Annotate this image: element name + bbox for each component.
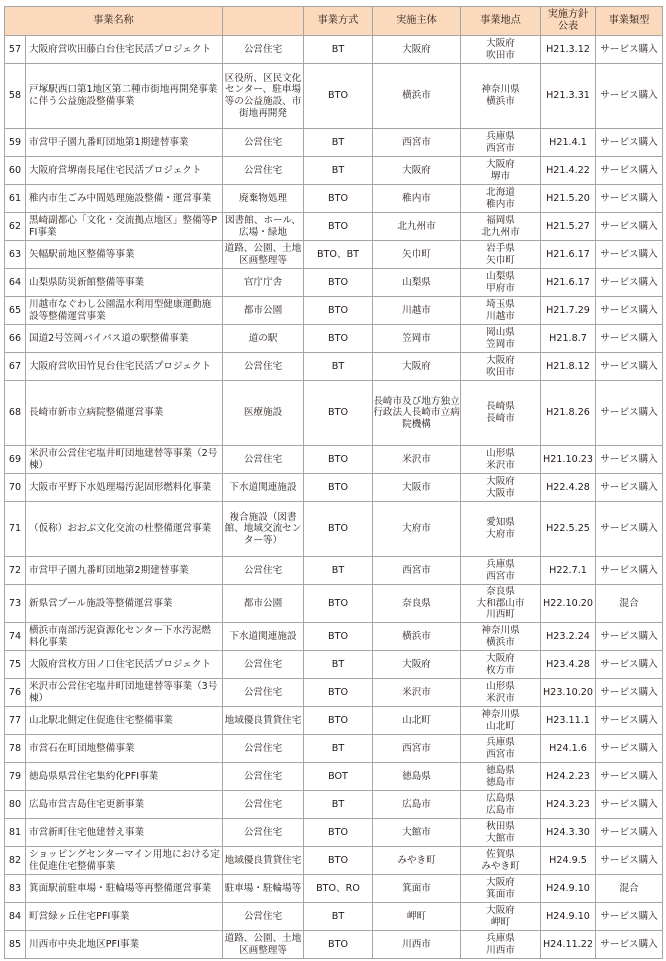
entity-cell: 岬町 bbox=[373, 903, 461, 931]
location-cell: 兵庫県 川西市 bbox=[461, 931, 541, 959]
entity-cell: 山梨県 bbox=[373, 269, 461, 297]
table-row bbox=[5, 36, 663, 64]
project-type-cell: サービス購入 bbox=[596, 474, 663, 502]
location-cell: 埼玉県 川越市 bbox=[461, 297, 541, 325]
table-row bbox=[5, 241, 663, 269]
location-cell: 大阪府 枚方市 bbox=[461, 651, 541, 679]
project-name-cell: 大阪市平野下水処理場汚泥固形燃料化事業 bbox=[26, 474, 223, 502]
entity-cell: 大阪市 bbox=[373, 474, 461, 502]
entity-cell: 大府市 bbox=[373, 502, 461, 557]
facility-type-cell: 公営住宅 bbox=[223, 129, 304, 157]
location-cell: 岡山県 笠岡市 bbox=[461, 325, 541, 353]
project-name-cell: 市営甲子園九番町団地第1期建替事業 bbox=[26, 129, 223, 157]
entity-cell: 米沢市 bbox=[373, 679, 461, 707]
facility-type-cell: 廃棄物処理 bbox=[223, 185, 304, 213]
project-number-cell: 84 bbox=[5, 903, 26, 931]
facility-type-cell: 下水道関連施設 bbox=[223, 623, 304, 651]
project-number-cell: 64 bbox=[5, 269, 26, 297]
facility-type-cell: 都市公園 bbox=[223, 297, 304, 325]
location-cell: 兵庫県 西宮市 bbox=[461, 557, 541, 585]
entity-cell: 笠岡市 bbox=[373, 325, 461, 353]
facility-type-cell: 公営住宅 bbox=[223, 557, 304, 585]
project-number-cell: 73 bbox=[5, 585, 26, 623]
project-number-cell: 57 bbox=[5, 36, 26, 64]
policy-date-cell: H24.1.6 bbox=[541, 735, 596, 763]
facility-type-cell: 駐車場・駐輪場等 bbox=[223, 875, 304, 903]
project-number-cell: 70 bbox=[5, 474, 26, 502]
project-name-cell: 市営新町住宅他建替え事業 bbox=[26, 819, 223, 847]
table-row bbox=[5, 381, 663, 446]
policy-date-cell: H21.3.12 bbox=[541, 36, 596, 64]
method-cell: BT bbox=[304, 557, 373, 585]
location-cell: 大阪府 吹田市 bbox=[461, 36, 541, 64]
project-name-cell: 新県営プール施設等整備運営事業 bbox=[26, 585, 223, 623]
policy-date-cell: H21.6.17 bbox=[541, 241, 596, 269]
method-cell: BTO bbox=[304, 64, 373, 129]
project-name-cell: 箕面駅前駐車場・駐輪場等再整備運営事業 bbox=[26, 875, 223, 903]
project-type-cell: サービス購入 bbox=[596, 679, 663, 707]
facility-type-cell: 公営住宅 bbox=[223, 36, 304, 64]
project-number-cell: 67 bbox=[5, 353, 26, 381]
project-number-cell: 62 bbox=[5, 213, 26, 241]
policy-date-cell: H22.5.25 bbox=[541, 502, 596, 557]
project-type-cell: サービス購入 bbox=[596, 213, 663, 241]
method-cell: BTO bbox=[304, 325, 373, 353]
project-name-cell: 黒崎副都心「文化・交流拠点地区」整備等PFI事業 bbox=[26, 213, 223, 241]
facility-type-cell: 下水道関連施設 bbox=[223, 474, 304, 502]
policy-date-cell: H22.10.20 bbox=[541, 585, 596, 623]
project-number-cell: 80 bbox=[5, 791, 26, 819]
policy-date-cell: H23.4.28 bbox=[541, 651, 596, 679]
project-name-cell: 戸塚駅西口第1地区第二種市街地再開発事業に伴う公益施設整備事業 bbox=[26, 64, 223, 129]
location-cell: 兵庫県 西宮市 bbox=[461, 129, 541, 157]
project-name-cell: 川西市中央北地区PFI事業 bbox=[26, 931, 223, 959]
project-number-cell: 74 bbox=[5, 623, 26, 651]
method-cell: BTO bbox=[304, 213, 373, 241]
policy-date-cell: H24.3.23 bbox=[541, 791, 596, 819]
project-type-cell: サービス購入 bbox=[596, 446, 663, 474]
method-cell: BTO bbox=[304, 585, 373, 623]
project-name-cell: 国道2号笠岡バイパス道の駅整備事業 bbox=[26, 325, 223, 353]
table-row bbox=[5, 735, 663, 763]
project-type-cell: サービス購入 bbox=[596, 847, 663, 875]
policy-date-cell: H21.7.29 bbox=[541, 297, 596, 325]
facility-type-cell: 区役所、区民文化センター、駐車場等の公益施設、市街地再開発 bbox=[223, 64, 304, 129]
facility-type-cell: 道の駅 bbox=[223, 325, 304, 353]
project-type-cell: サービス購入 bbox=[596, 241, 663, 269]
table-row bbox=[5, 557, 663, 585]
entity-cell: 山北町 bbox=[373, 707, 461, 735]
entity-cell: 矢巾町 bbox=[373, 241, 461, 269]
policy-date-cell: H21.8.26 bbox=[541, 381, 596, 446]
entity-cell: 横浜市 bbox=[373, 64, 461, 129]
project-name-cell: 大阪府営堺南長尾住宅民活プロジェクト bbox=[26, 157, 223, 185]
project-type-cell: サービス購入 bbox=[596, 819, 663, 847]
project-number-cell: 72 bbox=[5, 557, 26, 585]
location-cell: 大阪府 岬町 bbox=[461, 903, 541, 931]
project-name-cell: 米沢市公営住宅塩井町団地建替等事業（3号棟） bbox=[26, 679, 223, 707]
facility-type-cell: 図書館、ホール、広場・緑地 bbox=[223, 213, 304, 241]
policy-date-cell: H24.9.10 bbox=[541, 875, 596, 903]
location-cell: 山形県 米沢市 bbox=[461, 679, 541, 707]
table-row bbox=[5, 64, 663, 129]
facility-type-cell: 都市公園 bbox=[223, 585, 304, 623]
method-cell: BOT bbox=[304, 763, 373, 791]
policy-date-cell: H21.5.27 bbox=[541, 213, 596, 241]
entity-cell: 大館市 bbox=[373, 819, 461, 847]
facility-type-cell: 公営住宅 bbox=[223, 679, 304, 707]
table-row bbox=[5, 875, 663, 903]
entity-cell: 大阪府 bbox=[373, 651, 461, 679]
project-type-cell: サービス購入 bbox=[596, 381, 663, 446]
policy-date-cell: H23.11.1 bbox=[541, 707, 596, 735]
policy-date-cell: H21.10.23 bbox=[541, 446, 596, 474]
table-row bbox=[5, 931, 663, 959]
method-cell: BT bbox=[304, 651, 373, 679]
policy-date-cell: H22.4.28 bbox=[541, 474, 596, 502]
facility-type-cell: 公営住宅 bbox=[223, 735, 304, 763]
facility-type-cell: 公営住宅 bbox=[223, 446, 304, 474]
project-type-cell: サービス購入 bbox=[596, 735, 663, 763]
project-name-cell: 市営石在町団地整備事業 bbox=[26, 735, 223, 763]
policy-date-cell: H21.8.12 bbox=[541, 353, 596, 381]
project-type-cell: サービス購入 bbox=[596, 36, 663, 64]
header-policy-date: 実施方針 公表 bbox=[541, 7, 596, 36]
method-cell: BTO bbox=[304, 446, 373, 474]
table-row bbox=[5, 763, 663, 791]
project-number-cell: 68 bbox=[5, 381, 26, 446]
project-name-cell: 米沢市公営住宅塩井町団地建替等事業（2号棟） bbox=[26, 446, 223, 474]
table-row bbox=[5, 446, 663, 474]
policy-date-cell: H21.8.7 bbox=[541, 325, 596, 353]
project-name-cell: 大阪府営吹田竹見台住宅民活プロジェクト bbox=[26, 353, 223, 381]
entity-cell: 西宮市 bbox=[373, 557, 461, 585]
method-cell: BTO bbox=[304, 269, 373, 297]
project-type-cell: サービス購入 bbox=[596, 129, 663, 157]
method-cell: BT bbox=[304, 157, 373, 185]
facility-type-cell: 地域優良賃貸住宅 bbox=[223, 707, 304, 735]
header-row bbox=[5, 7, 663, 36]
method-cell: BTO bbox=[304, 847, 373, 875]
policy-date-cell: H24.9.10 bbox=[541, 903, 596, 931]
method-cell: BTO bbox=[304, 297, 373, 325]
policy-date-cell: H24.11.22 bbox=[541, 931, 596, 959]
header-facility bbox=[223, 7, 304, 36]
entity-cell: 奈良県 bbox=[373, 585, 461, 623]
facility-type-cell: 地域優良賃貸住宅 bbox=[223, 847, 304, 875]
project-name-cell: ショッピングセンターマイン用地における定住促進住宅整備事業 bbox=[26, 847, 223, 875]
project-type-cell: サービス購入 bbox=[596, 157, 663, 185]
project-type-cell: サービス購入 bbox=[596, 791, 663, 819]
project-number-cell: 79 bbox=[5, 763, 26, 791]
location-cell: 兵庫県 西宮市 bbox=[461, 735, 541, 763]
project-name-cell: 大阪府営吹田藤白台住宅民活プロジェクト bbox=[26, 36, 223, 64]
table-row bbox=[5, 819, 663, 847]
table-row bbox=[5, 129, 663, 157]
project-type-cell: サービス購入 bbox=[596, 707, 663, 735]
table-row bbox=[5, 325, 663, 353]
entity-cell: 西宮市 bbox=[373, 735, 461, 763]
policy-date-cell: H24.3.30 bbox=[541, 819, 596, 847]
table-row bbox=[5, 847, 663, 875]
project-type-cell: サービス購入 bbox=[596, 297, 663, 325]
project-type-cell: サービス購入 bbox=[596, 557, 663, 585]
entity-cell: 北九州市 bbox=[373, 213, 461, 241]
location-cell: 徳島県 徳島市 bbox=[461, 763, 541, 791]
project-number-cell: 77 bbox=[5, 707, 26, 735]
project-type-cell: サービス購入 bbox=[596, 763, 663, 791]
entity-cell: 米沢市 bbox=[373, 446, 461, 474]
policy-date-cell: H21.5.20 bbox=[541, 185, 596, 213]
policy-date-cell: H21.3.31 bbox=[541, 64, 596, 129]
project-number-cell: 76 bbox=[5, 679, 26, 707]
project-name-cell: 徳島県県営住宅集約化PFI事業 bbox=[26, 763, 223, 791]
pfi-project-table bbox=[4, 6, 663, 959]
entity-cell: 川越市 bbox=[373, 297, 461, 325]
entity-cell: 広島市 bbox=[373, 791, 461, 819]
facility-type-cell: 医療施設 bbox=[223, 381, 304, 446]
location-cell: 神奈川県 横浜市 bbox=[461, 623, 541, 651]
header-method: 事業方式 bbox=[304, 7, 373, 36]
location-cell: 山梨県 甲府市 bbox=[461, 269, 541, 297]
table-row bbox=[5, 585, 663, 623]
facility-type-cell: 公営住宅 bbox=[223, 791, 304, 819]
method-cell: BT bbox=[304, 903, 373, 931]
method-cell: BTO bbox=[304, 819, 373, 847]
location-cell: 北海道 稚内市 bbox=[461, 185, 541, 213]
project-type-cell: サービス購入 bbox=[596, 64, 663, 129]
project-number-cell: 81 bbox=[5, 819, 26, 847]
entity-cell: 長崎市及び地方独立行政法人長崎市立病院機構 bbox=[373, 381, 461, 446]
policy-date-cell: H23.2.24 bbox=[541, 623, 596, 651]
entity-cell: 大阪府 bbox=[373, 36, 461, 64]
location-cell: 神奈川県 山北町 bbox=[461, 707, 541, 735]
project-name-cell: 山北駅北側定住促進住宅整備事業 bbox=[26, 707, 223, 735]
method-cell: BTO bbox=[304, 679, 373, 707]
policy-date-cell: H21.4.22 bbox=[541, 157, 596, 185]
project-type-cell: サービス購入 bbox=[596, 502, 663, 557]
project-number-cell: 83 bbox=[5, 875, 26, 903]
project-name-cell: 横浜市南部汚泥資源化センター下水汚泥燃料化事業 bbox=[26, 623, 223, 651]
project-name-cell: 矢幅駅前地区整備等事業 bbox=[26, 241, 223, 269]
method-cell: BTO bbox=[304, 381, 373, 446]
project-number-cell: 66 bbox=[5, 325, 26, 353]
project-number-cell: 69 bbox=[5, 446, 26, 474]
policy-date-cell: H21.4.1 bbox=[541, 129, 596, 157]
location-cell: 奈良県 大和郡山市 川西町 bbox=[461, 585, 541, 623]
project-name-cell: 市営甲子園九番町団地第2期建替事業 bbox=[26, 557, 223, 585]
facility-type-cell: 公営住宅 bbox=[223, 763, 304, 791]
header-location: 事業地点 bbox=[461, 7, 541, 36]
method-cell: BT bbox=[304, 36, 373, 64]
project-type-cell: サービス購入 bbox=[596, 185, 663, 213]
project-type-cell: 混合 bbox=[596, 585, 663, 623]
header-project-name: 事業名称 bbox=[5, 7, 223, 36]
project-number-cell: 61 bbox=[5, 185, 26, 213]
project-number-cell: 75 bbox=[5, 651, 26, 679]
table-row bbox=[5, 903, 663, 931]
facility-type-cell: 道路、公園、土地区画整理等 bbox=[223, 931, 304, 959]
facility-type-cell: 公営住宅 bbox=[223, 353, 304, 381]
project-type-cell: サービス購入 bbox=[596, 269, 663, 297]
location-cell: 大阪府 箕面市 bbox=[461, 875, 541, 903]
table-row bbox=[5, 185, 663, 213]
location-cell: 福岡県 北九州市 bbox=[461, 213, 541, 241]
facility-type-cell: 複合施設（図書館、地域交流センター等） bbox=[223, 502, 304, 557]
method-cell: BTO bbox=[304, 623, 373, 651]
project-type-cell: 混合 bbox=[596, 875, 663, 903]
project-number-cell: 58 bbox=[5, 64, 26, 129]
project-number-cell: 65 bbox=[5, 297, 26, 325]
policy-date-cell: H21.6.17 bbox=[541, 269, 596, 297]
table-row bbox=[5, 707, 663, 735]
project-number-cell: 71 bbox=[5, 502, 26, 557]
project-name-cell: 山梨県防災新館整備等事業 bbox=[26, 269, 223, 297]
project-number-cell: 63 bbox=[5, 241, 26, 269]
location-cell: 愛知県 大府市 bbox=[461, 502, 541, 557]
table-row bbox=[5, 213, 663, 241]
method-cell: BTO bbox=[304, 185, 373, 213]
table-row bbox=[5, 353, 663, 381]
policy-date-cell: H22.7.1 bbox=[541, 557, 596, 585]
table-row bbox=[5, 623, 663, 651]
header-project-type: 事業類型 bbox=[596, 7, 663, 36]
table-row bbox=[5, 297, 663, 325]
table-row bbox=[5, 651, 663, 679]
facility-type-cell: 公営住宅 bbox=[223, 651, 304, 679]
policy-date-cell: H24.9.5 bbox=[541, 847, 596, 875]
method-cell: BTO bbox=[304, 502, 373, 557]
facility-type-cell: 官庁庁舎 bbox=[223, 269, 304, 297]
facility-type-cell: 道路、公園、土地区画整理等 bbox=[223, 241, 304, 269]
project-type-cell: サービス購入 bbox=[596, 353, 663, 381]
entity-cell: 箕面市 bbox=[373, 875, 461, 903]
entity-cell: 川西市 bbox=[373, 931, 461, 959]
location-cell: 佐賀県 みやき町 bbox=[461, 847, 541, 875]
project-number-cell: 85 bbox=[5, 931, 26, 959]
entity-cell: みやき町 bbox=[373, 847, 461, 875]
policy-date-cell: H23.10.20 bbox=[541, 679, 596, 707]
entity-cell: 横浜市 bbox=[373, 623, 461, 651]
project-type-cell: サービス購入 bbox=[596, 325, 663, 353]
facility-type-cell: 公営住宅 bbox=[223, 157, 304, 185]
project-number-cell: 60 bbox=[5, 157, 26, 185]
project-name-cell: 稚内市生ごみ中間処理施設整備・運営事業 bbox=[26, 185, 223, 213]
project-number-cell: 78 bbox=[5, 735, 26, 763]
project-number-cell: 82 bbox=[5, 847, 26, 875]
project-name-cell: 広島市営吉島住宅更新事業 bbox=[26, 791, 223, 819]
project-name-cell: （仮称）おおぶ文化交流の杜整備運営事業 bbox=[26, 502, 223, 557]
method-cell: BTO bbox=[304, 707, 373, 735]
method-cell: BTO bbox=[304, 474, 373, 502]
entity-cell: 徳島県 bbox=[373, 763, 461, 791]
table-row bbox=[5, 157, 663, 185]
project-type-cell: サービス購入 bbox=[596, 623, 663, 651]
project-number-cell: 59 bbox=[5, 129, 26, 157]
project-name-cell: 長崎市新市立病院整備運営事業 bbox=[26, 381, 223, 446]
method-cell: BT bbox=[304, 791, 373, 819]
method-cell: BTO、BT bbox=[304, 241, 373, 269]
table-row bbox=[5, 502, 663, 557]
location-cell: 大阪府 堺市 bbox=[461, 157, 541, 185]
project-name-cell: 大阪府営枚方田ノ口住宅民活プロジェクト bbox=[26, 651, 223, 679]
project-type-cell: サービス購入 bbox=[596, 931, 663, 959]
method-cell: BTO、RO bbox=[304, 875, 373, 903]
entity-cell: 大阪府 bbox=[373, 353, 461, 381]
project-type-cell: サービス購入 bbox=[596, 903, 663, 931]
location-cell: 秋田県 大館市 bbox=[461, 819, 541, 847]
header-entity: 実施主体 bbox=[373, 7, 461, 36]
facility-type-cell: 公営住宅 bbox=[223, 903, 304, 931]
table-row bbox=[5, 269, 663, 297]
project-name-cell: 川越市なぐわし公園温水利用型健康運動施設等整備運営事業 bbox=[26, 297, 223, 325]
entity-cell: 大阪府 bbox=[373, 157, 461, 185]
policy-date-cell: H24.2.23 bbox=[541, 763, 596, 791]
entity-cell: 稚内市 bbox=[373, 185, 461, 213]
location-cell: 広島県 広島市 bbox=[461, 791, 541, 819]
location-cell: 岩手県 矢巾町 bbox=[461, 241, 541, 269]
location-cell: 大阪府 大阪市 bbox=[461, 474, 541, 502]
project-type-cell: サービス購入 bbox=[596, 651, 663, 679]
method-cell: BT bbox=[304, 735, 373, 763]
location-cell: 長崎県 長崎市 bbox=[461, 381, 541, 446]
method-cell: BT bbox=[304, 353, 373, 381]
table-row bbox=[5, 474, 663, 502]
entity-cell: 西宮市 bbox=[373, 129, 461, 157]
facility-type-cell: 公営住宅 bbox=[223, 819, 304, 847]
table-row bbox=[5, 679, 663, 707]
table-row bbox=[5, 791, 663, 819]
location-cell: 神奈川県 横浜市 bbox=[461, 64, 541, 129]
project-name-cell: 町営緑ヶ丘住宅PFI事業 bbox=[26, 903, 223, 931]
location-cell: 山形県 米沢市 bbox=[461, 446, 541, 474]
method-cell: BTO bbox=[304, 931, 373, 959]
method-cell: BT bbox=[304, 129, 373, 157]
location-cell: 大阪府 吹田市 bbox=[461, 353, 541, 381]
